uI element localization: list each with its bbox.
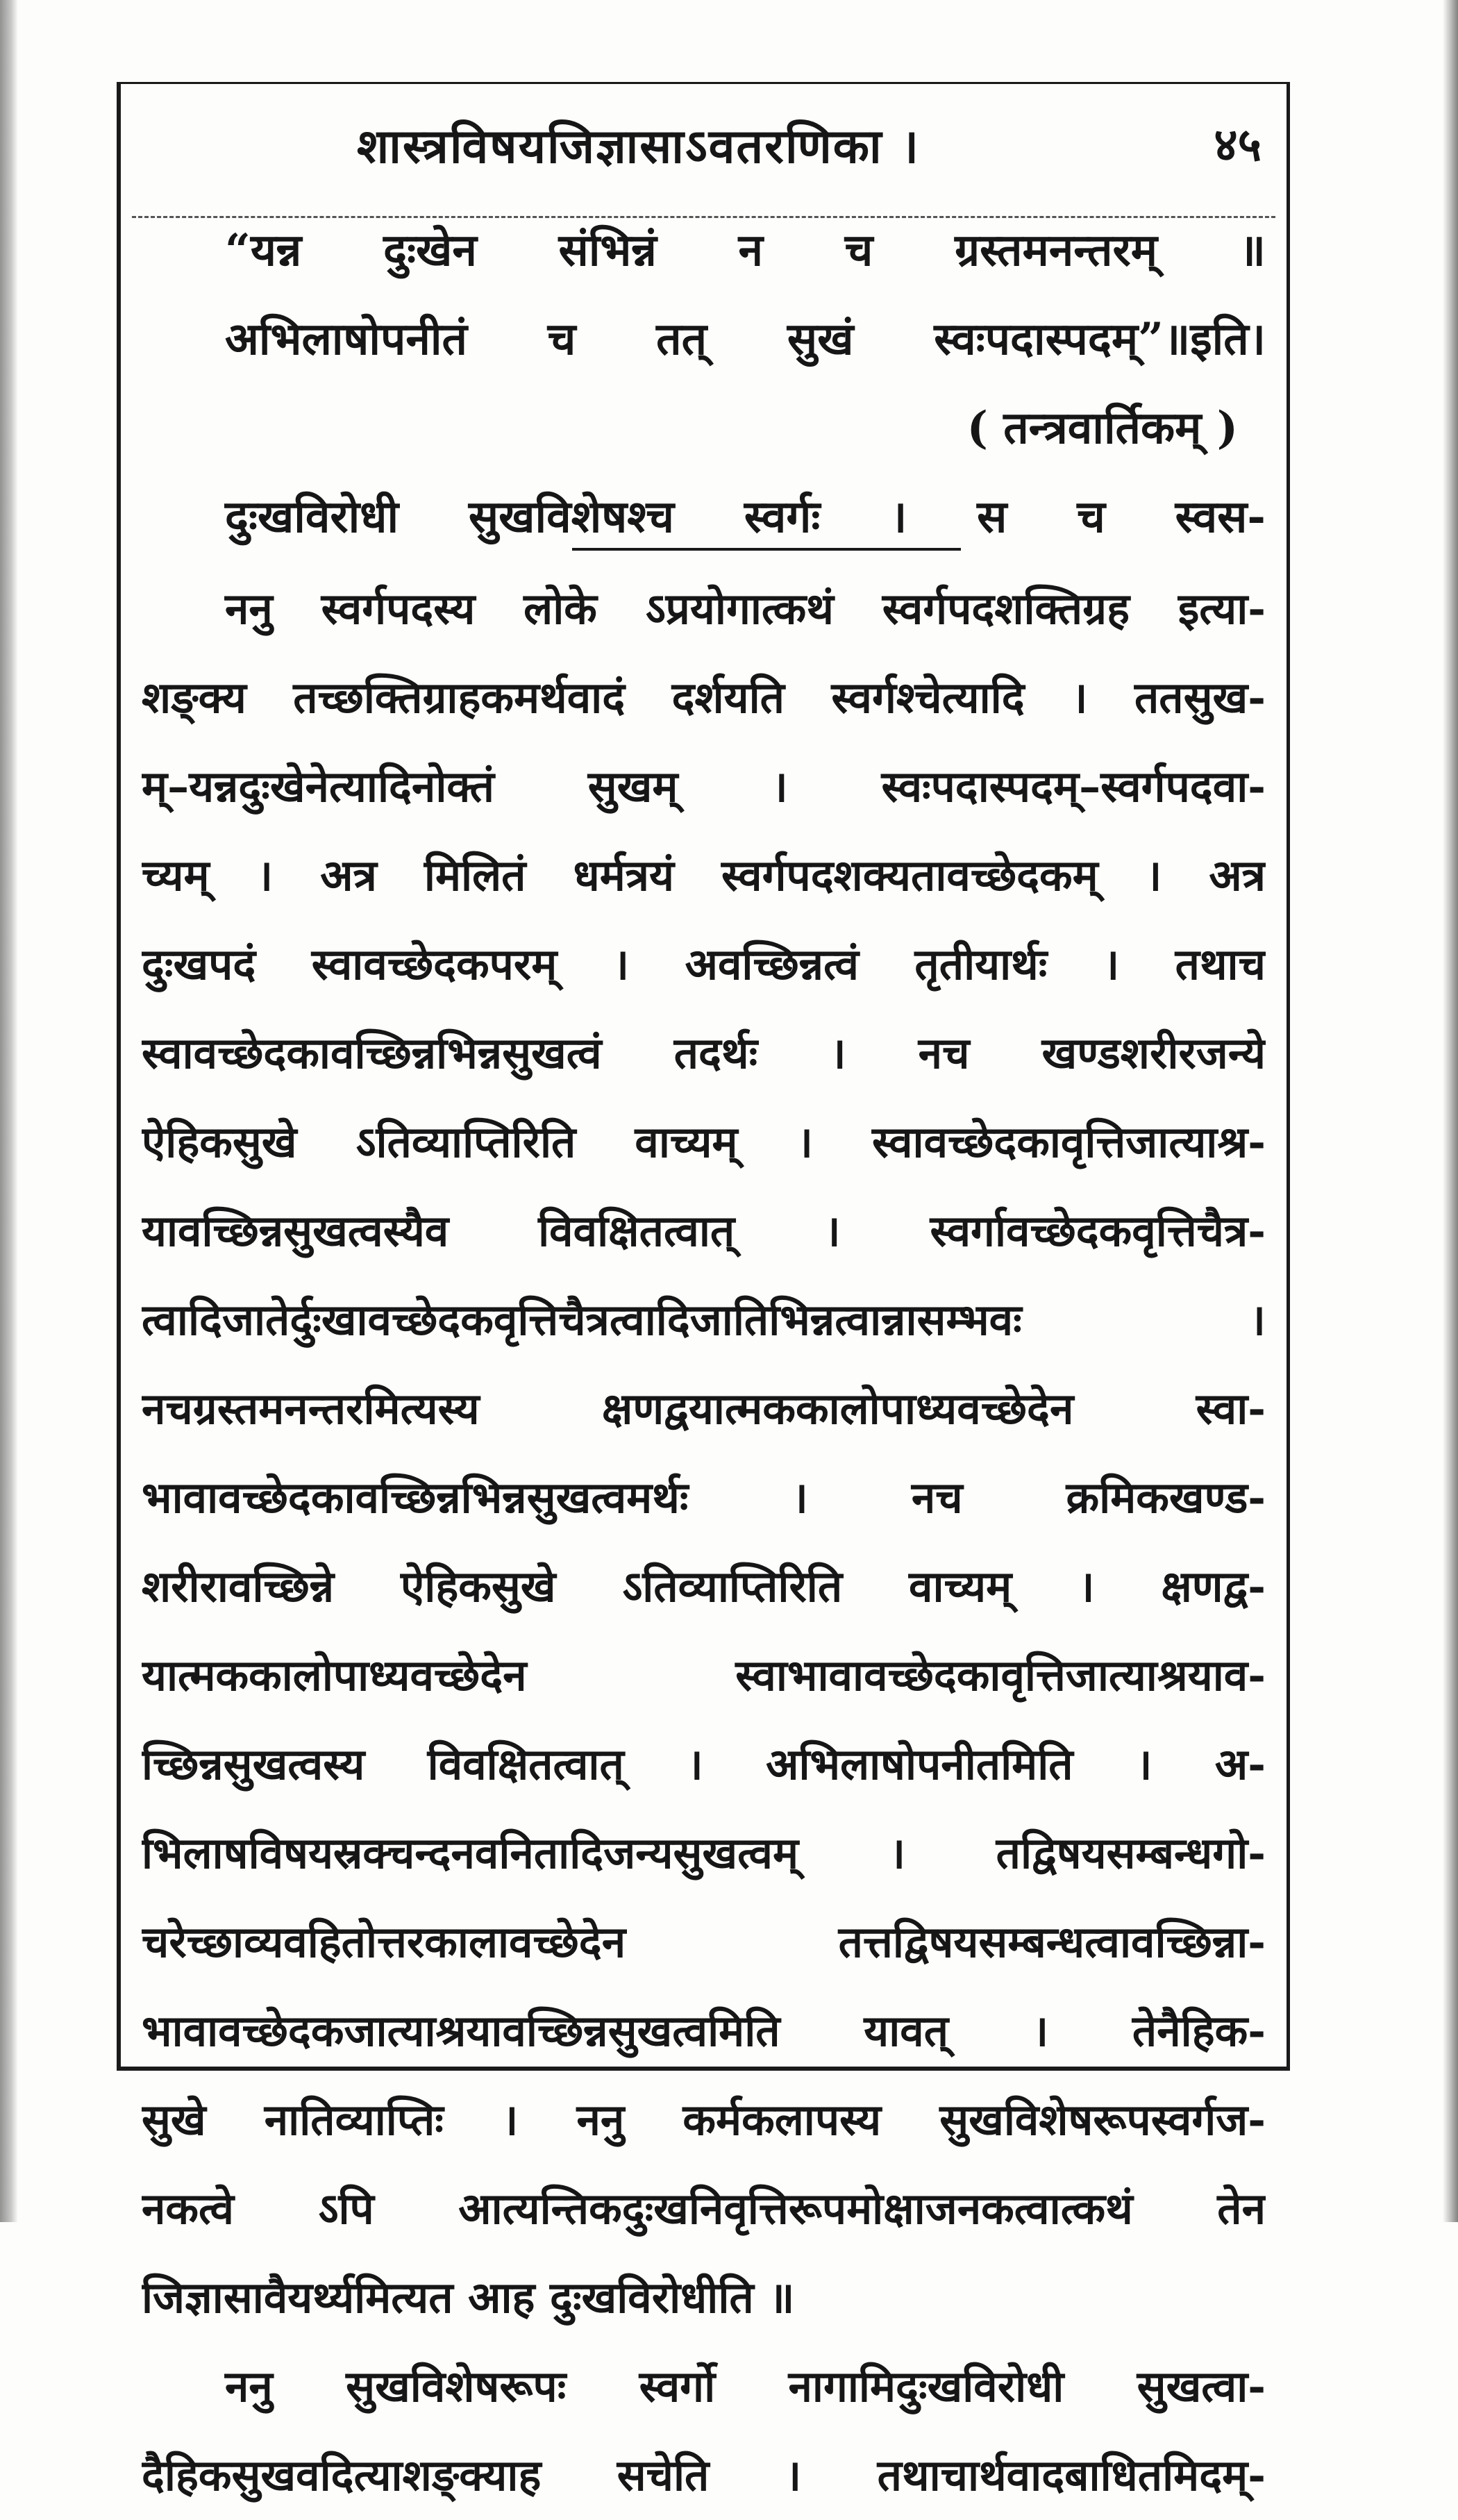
commentary-line: दैहिकसुखवदित्याशङ्क्याह सचेति । तथाचार्थवादबाधितमिदम्- <box>142 2450 1266 2501</box>
page-frame <box>117 82 1290 2501</box>
commentary-line: ननु स्वर्गपदस्य लोके ऽप्रयोगात्कथं स्वर्गपदशक्तिग्रह इत्या- <box>225 583 1266 634</box>
page-edge-left <box>0 0 18 2222</box>
commentary-line: चरेच्छाव्यवहितोत्तरकालावच्छेदेन तत्तद्विषयसम्बन्धत्वावच्छिन्ना- <box>142 1917 1266 1967</box>
commentary <box>142 565 1266 2520</box>
verse-line: अभिलाषोपनीतं च तत् सुखं स्वःपदास्पदम्”॥इति। <box>225 313 1266 365</box>
commentary-line: ऐहिकसुखे ऽतिव्याप्तिरिति वाच्यम् । स्वावच्छेदकावृत्तिजात्याश्र- <box>142 1117 1266 1167</box>
commentary-line: शङ्क्य तच्छक्तिग्राहकमर्थवादं दर्शयति स्वर्गश्चेत्यादि । ततसुख- <box>142 672 1266 723</box>
page-edge-right <box>1443 0 1458 2222</box>
commentary-line: स्वावच्छेदकावच्छिन्नभिन्नसुखत्वं तदर्थः । नच खण्डशरीरजन्ये <box>142 1028 1266 1078</box>
commentary-line: सुखे नातिव्याप्तिः । ननु कर्मकलापस्य सुखविशेषरूपस्वर्गज- <box>142 2094 1266 2145</box>
commentary-line: भावावच्छेदकजात्याश्रयावच्छिन्नसुखत्वमिति यावत् । तेनैहिक- <box>142 2005 1266 2056</box>
page-content <box>142 206 1266 2520</box>
commentary-line: शरीरावच्छिन्ने ऐहिकसुखे ऽतिव्याप्तिरिति वाच्यम् । क्षणद्व- <box>142 1561 1266 1612</box>
commentary-line: ननु सुखविशेषरूपः स्वर्गो नागामिदुःखविरोधी सुखत्वा- <box>225 2361 1266 2412</box>
verse-line: “यन्न दुःखेन संभिन्नं न च ग्रस्तमनन्तरम् ॥ <box>225 224 1266 276</box>
commentary-line: दुःखपदं स्वावच्छेदकपरम् । अवच्छिन्नत्वं तृतीयार्थः । तथाच <box>142 939 1266 990</box>
page-number: ४५ <box>1214 117 1262 172</box>
commentary-line: त्वादिजातेर्दुःखावच्छेदकवृत्तिचैत्रत्वादिजातिभिन्नत्वान्नासम्भवः । <box>142 1294 1266 1345</box>
commentary-line: भावावच्छेदकावच्छिन्नभिन्नसुखत्वमर्थः । नच क्रमिकखण्ड- <box>142 1472 1266 1523</box>
commentary-line: भिलाषविषयस्रक्चन्दनवनितादिजन्यसुखत्वम् । तद्विषयसम्बन्धगो- <box>142 1828 1266 1878</box>
running-title: शास्त्रविषयजिज्ञासाऽवतरणिका । <box>357 119 921 174</box>
commentary-line: च्छिन्नसुखत्वस्य विवक्षितत्वात् । अभिलाषोपनीतमिति । अ- <box>142 1739 1266 1789</box>
commentary-line: यावच्छिन्नसुखत्वस्यैव विवक्षितत्वात् । स्वर्गावच्छेदकवृत्तिचैत्र- <box>142 1205 1266 1256</box>
verse-source: ( तन्त्रवार्तिकम् ) <box>966 402 1238 454</box>
main-text-line: दुःखविरोधी सुखविशेषश्च स्वर्गः । स च स्वस- <box>225 491 1266 543</box>
commentary-line: म्–यन्नदुःखेनेत्यादिनोक्तं सुखम् । स्वःपदास्पदम्–स्वर्गपदवा- <box>142 761 1266 812</box>
commentary-line: च्यम् । अत्र मिलितं धर्मत्रयं स्वर्गपदशक्यतावच्छेदकम् । अत्र <box>142 850 1266 901</box>
page-header <box>121 112 1287 188</box>
commentary-line: नचग्रस्तमनन्तरमित्यस्य क्षणद्वयात्मककालोपाध्यवच्छेदेन स्वा- <box>142 1383 1266 1434</box>
commentary-line: नकत्वे ऽपि आत्यन्तिकदुःखनिवृत्तिरूपमोक्षाजनकत्वात्कथं तेन <box>142 2183 1266 2234</box>
commentary-line: यात्मककालोपाध्यवच्छेदेन स्वाभावावच्छेदकावृत्तिजात्याश्रयाव- <box>142 1650 1266 1701</box>
commentary-line: जिज्ञासावैयर्थ्यमित्यत आह दुःखविरोधीति ॥ <box>142 2272 795 2323</box>
